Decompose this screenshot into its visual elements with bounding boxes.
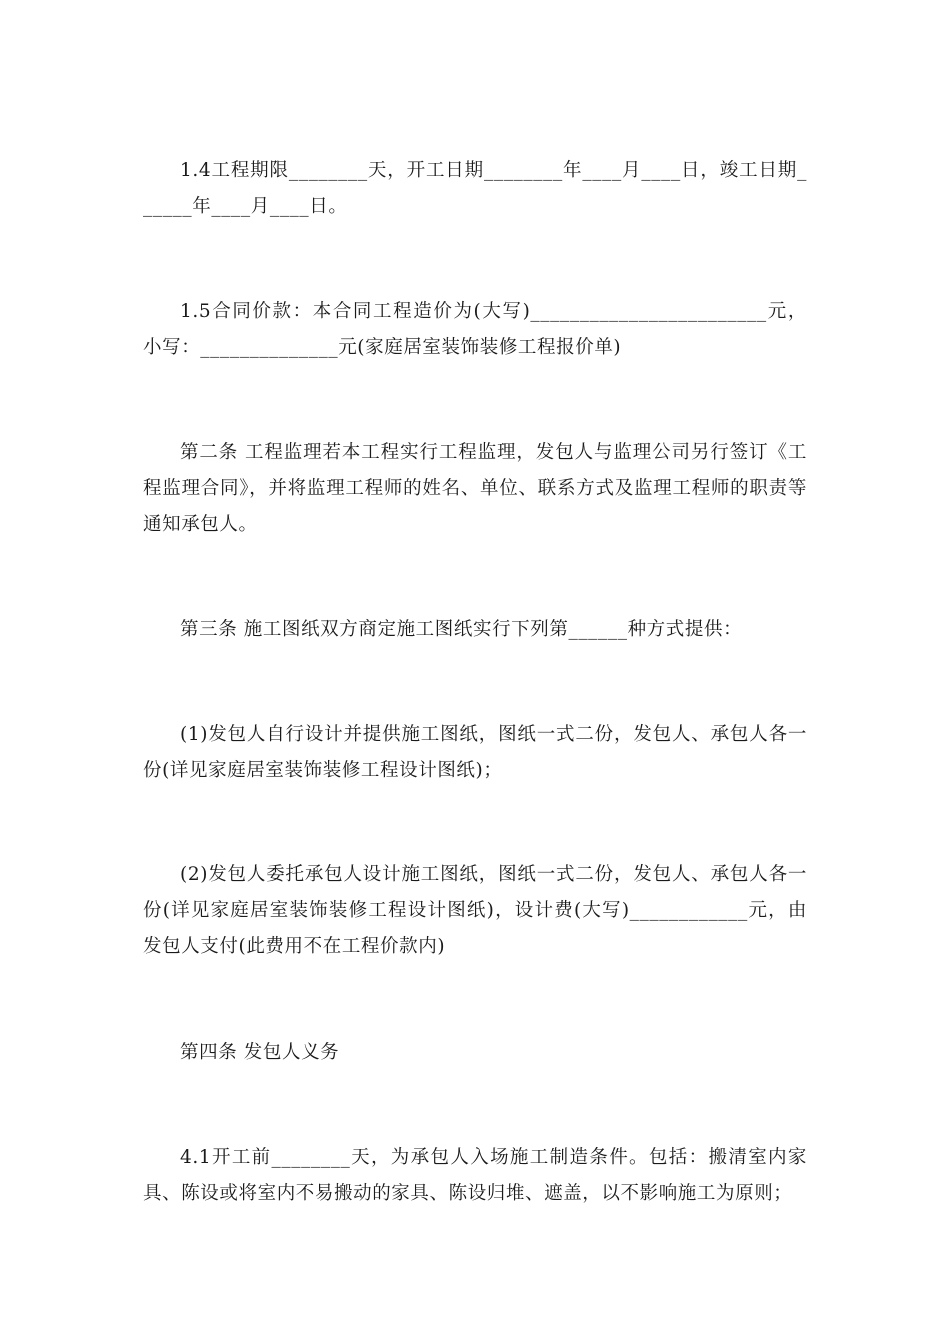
article-3-option-2: (2)发包人委托承包人设计施工图纸，图纸一式二份，发包人、承包人各一份(详见家庭居室装饰装修工程设计图纸)，设计费(大写)____________元，由发包人支付(此费用不在工程价款内) [143, 864, 807, 957]
article-2-supervision: 第二条 工程监理若本工程实行工程监理，发包人与监理公司另行签订《工程监理合同》，并将监理工程师的姓名、单位、联系方式及监理工程师的职责等通知承包人。 [143, 442, 807, 535]
article-3-drawings: 第三条 施工图纸双方商定施工图纸实行下列第______种方式提供： [180, 619, 743, 640]
article-4-heading: 第四条 发包人义务 [180, 1042, 340, 1063]
clause-4-1-preparation: 4.1开工前________天，为承包人入场施工制造条件。包括：搬清室内家具、陈设或将室内不易搬动的家具、陈设归堆、遮盖，以不影响施工为原则； [143, 1147, 807, 1204]
clause-1-4-duration: 1.4工程期限________天，开工日期________年____月____日，竣工日期______年____月____日。 [143, 160, 807, 217]
clause-1-5-price: 1.5合同价款：本合同工程造价为(大写)________________________元，小写：______________元(家庭居室装饰装修工程报价单) [143, 301, 807, 358]
article-3-option-1: (1)发包人自行设计并提供施工图纸，图纸一式二份，发包人、承包人各一份(详见家庭居室装饰装修工程设计图纸)； [143, 724, 807, 781]
